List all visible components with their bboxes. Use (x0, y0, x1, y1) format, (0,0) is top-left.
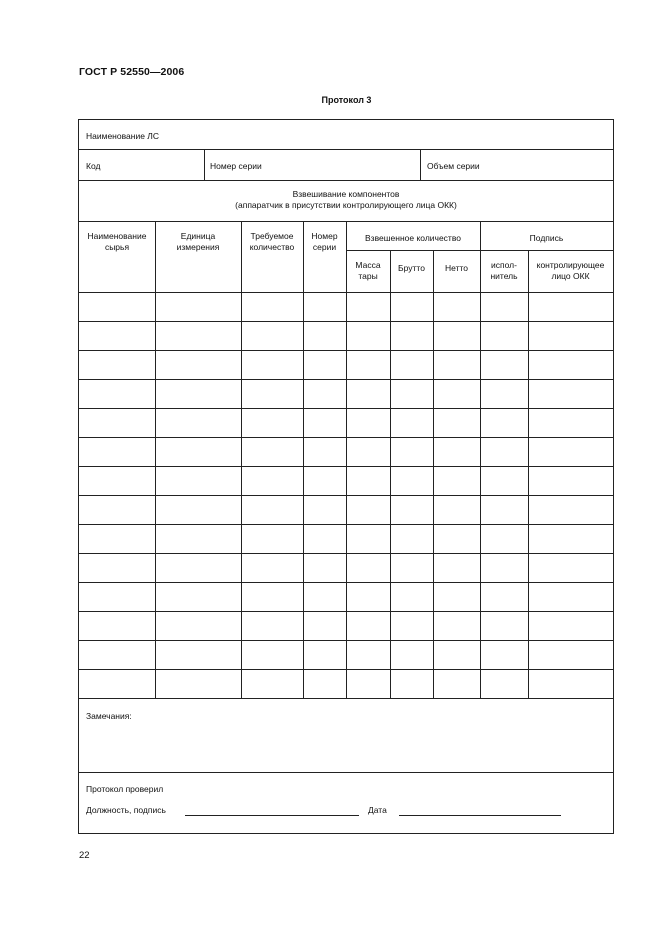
col-header-text: измерения (176, 242, 220, 252)
col-header-text: Номер (311, 231, 338, 241)
col-header-text: тары (358, 271, 378, 281)
checked-label: Протокол проверил (86, 784, 164, 794)
column-divider (303, 222, 304, 698)
subcolumn-divider (528, 250, 529, 698)
date-field[interactable] (399, 815, 561, 816)
table-row (79, 321, 613, 322)
table-row (79, 582, 613, 583)
col-header-text: контролирующее (536, 260, 605, 270)
col-header-tare-mass (346, 260, 390, 282)
form-row-code (79, 150, 613, 181)
table-row (79, 466, 613, 467)
col-header-text: нитель (490, 271, 518, 281)
table-row (79, 350, 613, 351)
protocol-form (78, 119, 614, 834)
date-label: Дата (368, 805, 387, 815)
col-header-weighed-qty: Взвешенное количество (365, 233, 461, 243)
checked-section (79, 773, 613, 833)
table-row (79, 379, 613, 380)
weighing-title-row (79, 181, 613, 222)
col-header-text: Наименование (87, 231, 147, 241)
col-header-series-no (303, 231, 346, 253)
divider (204, 150, 205, 180)
column-divider (480, 222, 481, 698)
position-label: Должность, подпись (86, 805, 166, 815)
table-row (79, 669, 613, 670)
protocol-title: Протокол 3 (321, 95, 372, 105)
weighing-title-line1: Взвешивание компонентов (292, 189, 400, 199)
col-header-text: серии (312, 242, 337, 252)
page-number: 22 (79, 850, 90, 861)
col-header-controller (528, 260, 613, 282)
standard-number: ГОСТ Р 52550—2006 (79, 66, 185, 78)
col-header-text: сырья (104, 242, 130, 252)
col-header-executor (480, 260, 528, 282)
col-header-text: лицо ОКК (551, 271, 590, 281)
table-row (79, 553, 613, 554)
divider (420, 150, 421, 180)
col-header-text: Единица (180, 231, 216, 241)
form-row-name (79, 120, 613, 150)
series-label: Номер серии (210, 161, 262, 171)
col-header-unit (155, 231, 241, 253)
table-row (79, 524, 613, 525)
col-header-text: Требуемое (250, 231, 294, 241)
volume-label: Объем серии (427, 161, 480, 171)
code-label: Код (86, 161, 101, 171)
col-header-net: Нетто (444, 263, 468, 273)
column-divider (155, 222, 156, 698)
col-header-text: количество (249, 242, 295, 252)
col-header-signature: Подпись (529, 233, 564, 243)
table-row (79, 437, 613, 438)
table-row (79, 495, 613, 496)
col-header-required-qty (241, 231, 303, 253)
name-label: Наименование ЛС (86, 131, 160, 141)
weighing-table (79, 222, 613, 698)
weighing-title (79, 189, 613, 211)
column-divider (346, 222, 347, 698)
col-header-text: Масса (355, 260, 381, 270)
col-header-gross: Брутто (398, 263, 425, 273)
subcolumn-divider (433, 250, 434, 698)
col-header-raw-name (79, 231, 155, 253)
weighing-title-line2: (аппаратчик в присутствии контролирующего лица ОКК) (235, 200, 457, 210)
column-divider (241, 222, 242, 698)
table-row (79, 292, 613, 293)
remarks-label: Замечания: (86, 711, 132, 721)
table-row (79, 611, 613, 612)
subcolumn-divider (390, 250, 391, 698)
table-row (79, 640, 613, 641)
table-row (79, 408, 613, 409)
col-header-text: испол- (491, 260, 517, 270)
position-signature-field[interactable] (185, 815, 359, 816)
remarks-row (79, 698, 613, 773)
